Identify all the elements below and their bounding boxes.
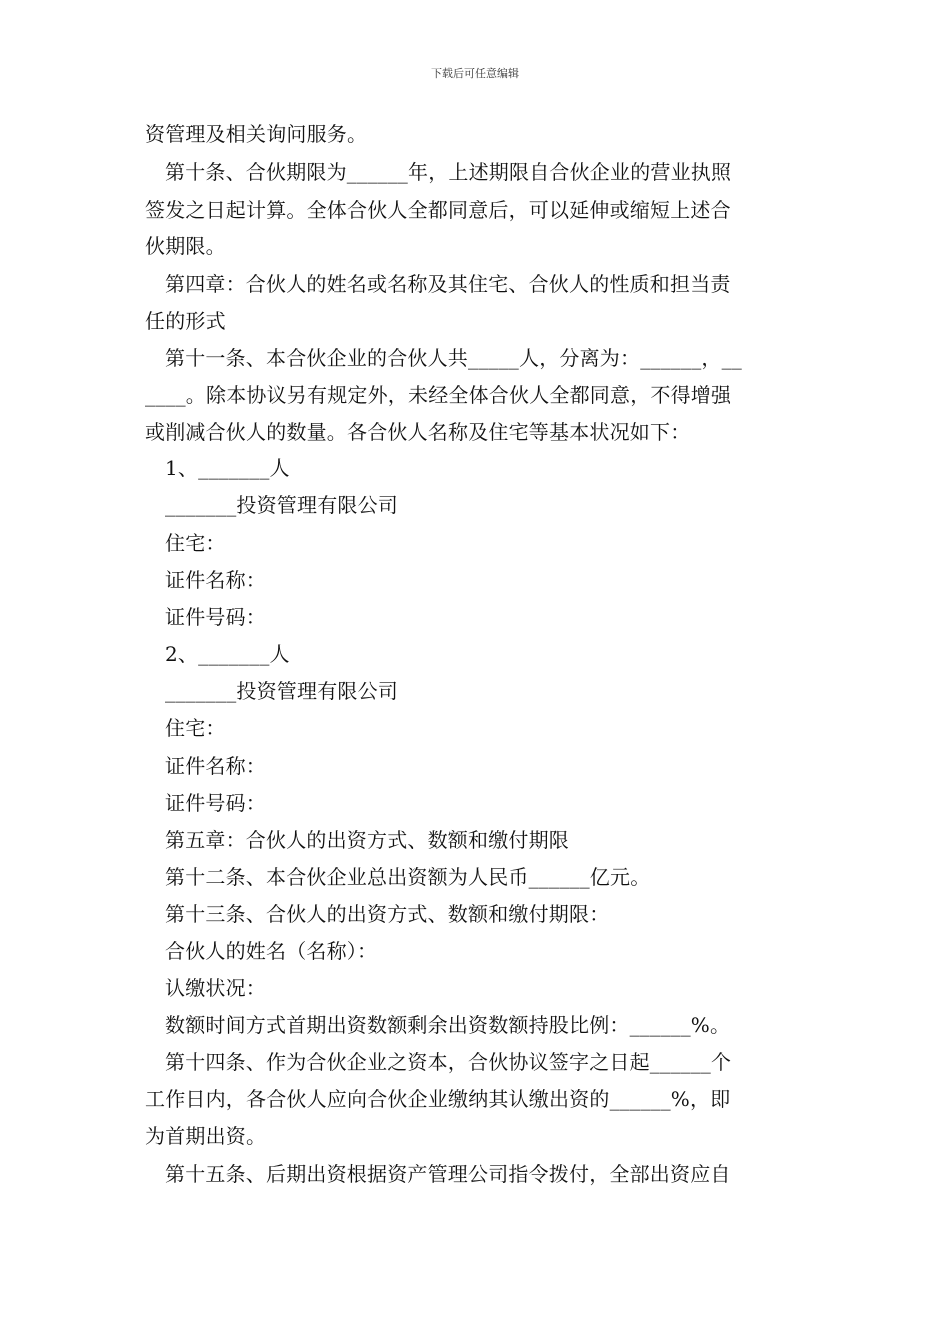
list-item: 证件名称： <box>165 754 266 778</box>
chapter-heading: 第四章：合伙人的姓名或名称及其住宅、合伙人的性质和担当责 <box>165 272 731 296</box>
paragraph-line: 资管理及相关询问服务。 <box>145 122 368 146</box>
list-item: _______投资管理有限公司 <box>165 679 398 703</box>
list-item: 住宅： <box>165 716 226 740</box>
paragraph-line: 第十三条、合伙人的出资方式、数额和缴付期限： <box>165 902 610 926</box>
paragraph-line: 认缴状况： <box>165 976 266 1000</box>
paragraph-line: 第十一条、本合伙企业的合伙人共_____人，分离为：______，__ <box>165 346 742 370</box>
paragraph-line: 任的形式 <box>145 309 226 333</box>
paragraph-line: ____。除本协议另有规定外，未经全体合伙人全都同意，不得增强 <box>145 383 732 407</box>
paragraph-line: 伙期限。 <box>145 234 226 258</box>
list-item: 2、_______人 <box>165 642 290 666</box>
paragraph-line: 第十四条、作为合伙企业之资本，合伙协议签字之日起______个 <box>165 1050 732 1074</box>
paragraph-line: 第十五条、后期出资根据资产管理公司指令拨付，全部出资应自 <box>165 1162 731 1186</box>
paragraph-line: 第十二条、本合伙企业总出资额为人民币______亿元。 <box>165 865 651 889</box>
list-item: 1、_______人 <box>165 456 290 480</box>
paragraph-line: 数额时间方式首期出资数额剩余出资数额持股比例：______%。 <box>165 1013 731 1037</box>
paragraph-line: 签发之日起计算。全体合伙人全都同意后，可以延伸或缩短上述合 <box>145 198 731 222</box>
list-item: 住宅： <box>165 531 226 555</box>
chapter-heading: 第五章：合伙人的出资方式、数额和缴付期限 <box>165 828 569 852</box>
paragraph-line: 工作日内，各合伙人应向合伙企业缴纳其认缴出资的______%，即 <box>145 1087 731 1111</box>
list-item: 证件号码： <box>165 605 266 629</box>
paragraph-line: 合伙人的姓名（名称）： <box>165 939 378 963</box>
paragraph-line: 第十条、合伙期限为______年，上述期限自合伙企业的营业执照 <box>165 160 732 184</box>
list-item: 证件名称： <box>165 568 266 592</box>
list-item: _______投资管理有限公司 <box>165 493 398 517</box>
page-header: 下载后可任意编辑 <box>431 67 519 80</box>
list-item: 证件号码： <box>165 791 266 815</box>
paragraph-line: 或削减合伙人的数量。各合伙人名称及住宅等基本状况如下： <box>145 420 691 444</box>
paragraph-line: 为首期出资。 <box>145 1124 267 1148</box>
